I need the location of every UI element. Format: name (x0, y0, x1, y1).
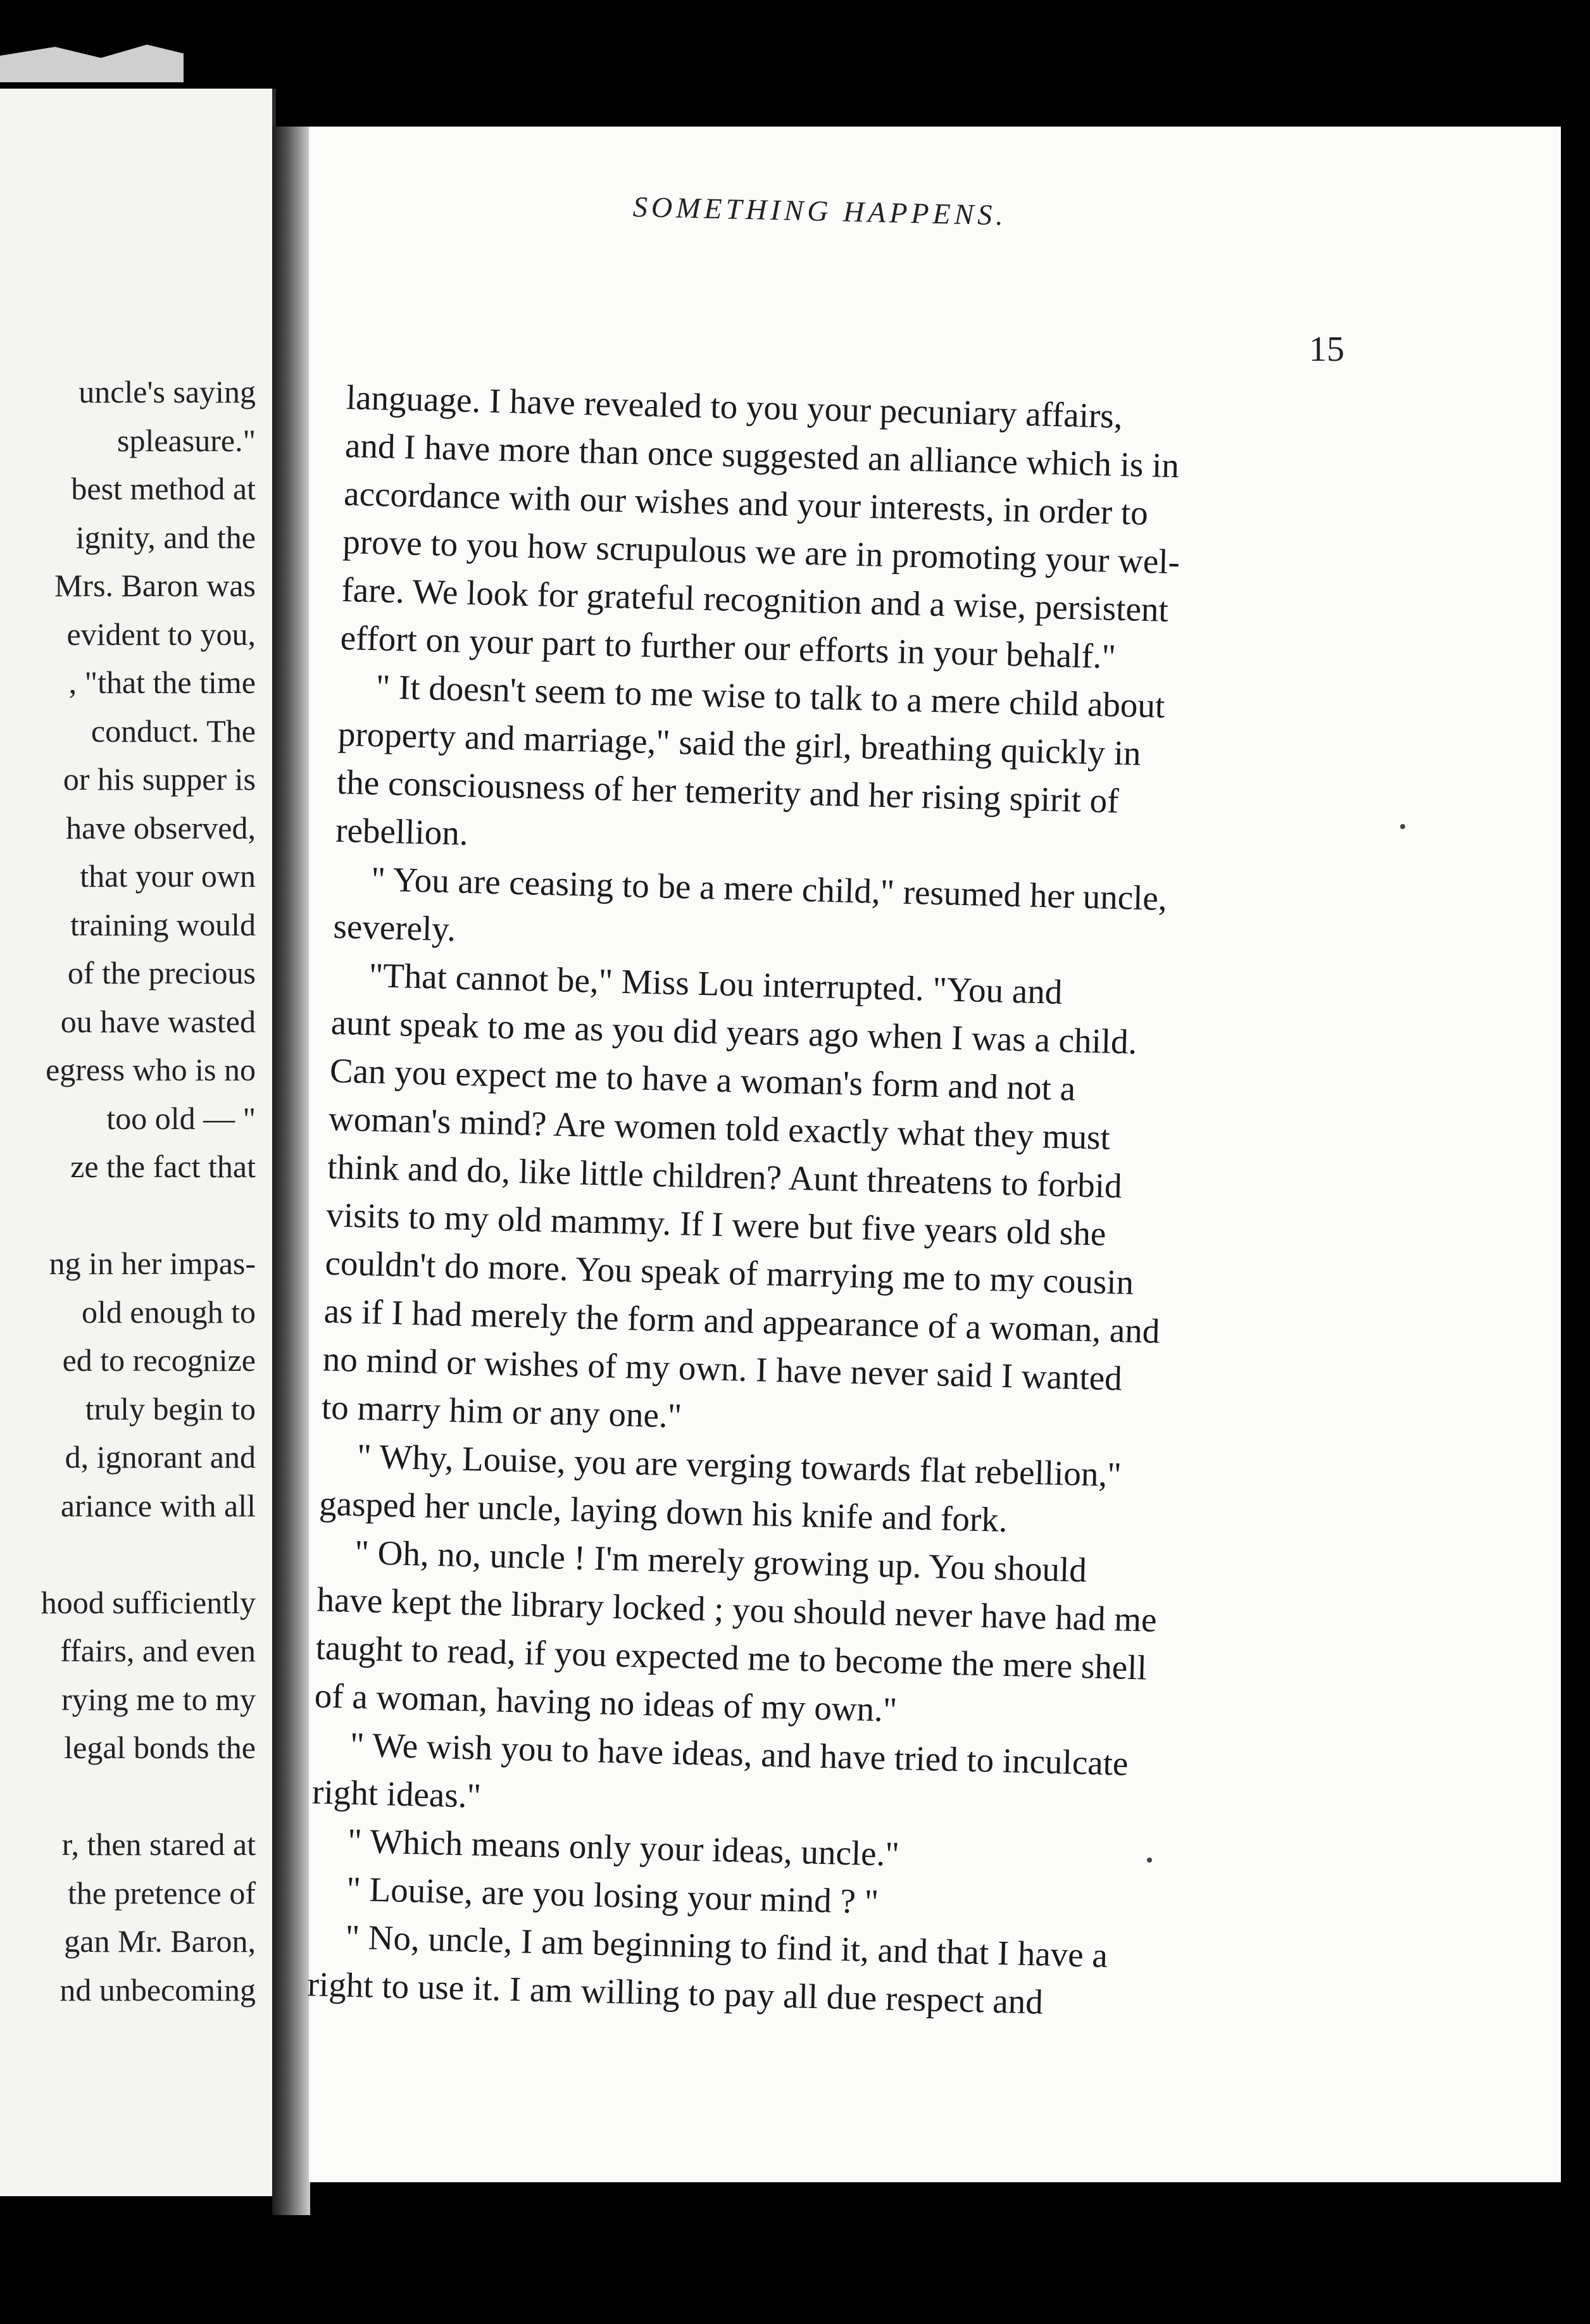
text-line: the consciousness of her temerity and her rising spirit of (336, 762, 1120, 820)
left-page-line: have observed, (66, 809, 256, 846)
book-gutter (272, 127, 310, 2215)
left-page-line: ffairs, and even (60, 1633, 256, 1668)
left-page-line: evident to you, (66, 616, 256, 652)
left-page-line: ignity, and the (75, 519, 256, 555)
left-page-line: conduct. The (91, 713, 256, 749)
left-page-line: Mrs. Baron was (54, 568, 256, 603)
text-line: woman's mind? Are women told exactly what they must (328, 1099, 1111, 1157)
text-line: property and marriage," said the girl, breathing quickly in (337, 714, 1142, 773)
torn-paper-edge (0, 38, 184, 82)
text-line: rebellion. (335, 810, 469, 853)
left-page-line: ng in her impas- (49, 1246, 256, 1281)
left-page-line: , "that the time (68, 665, 256, 700)
left-page-line: old enough to (82, 1294, 256, 1330)
left-page (0, 89, 276, 2196)
text-line: accordance with our wishes and your interests, in order to (343, 473, 1149, 532)
text-line: couldn't do more. You speak of marrying me to my cousin (324, 1243, 1134, 1302)
left-page-line: ariance with all (60, 1487, 256, 1523)
left-page-line: ze the fact that (70, 1149, 256, 1184)
left-page-line: hood sufficiently (41, 1584, 256, 1620)
text-line: no mind or wishes of my own. I have never said I wanted (322, 1339, 1123, 1398)
text-line: aunt speak to me as you did years ago when I was a child. (330, 1003, 1138, 1061)
text-line: right ideas." (311, 1772, 482, 1815)
left-page-line: rying me to my (61, 1681, 256, 1717)
page-number: 15 (1309, 330, 1344, 369)
text-line: gasped her uncle, laying down his knife and fork. (318, 1484, 1008, 1540)
text-line: " Why, Louise, you are verging towards flat rebellion," (356, 1436, 1122, 1494)
text-line: " It doesn't seem to me wise to talk to a mere child about (375, 667, 1165, 725)
left-page-line: uncle's saying (78, 374, 256, 409)
text-line: right to use it. I am willing to pay all due respect and (307, 1965, 1044, 2021)
left-page-line: too old — " (106, 1100, 256, 1136)
left-page-line: or his supper is (63, 761, 256, 797)
left-page-line: gan Mr. Baron, (64, 1923, 256, 1959)
text-line: of a woman, having no ideas of my own." (314, 1676, 898, 1729)
text-line: effort on your part to further our efforts in your behalf." (340, 618, 1117, 676)
left-page-line: the pretence of (67, 1875, 256, 1911)
text-line: " You are ceasing to be a mere child," resumed her uncle, (370, 859, 1168, 918)
left-page-line: that your own (80, 858, 256, 894)
left-page-line: d, ignorant and (65, 1439, 256, 1475)
left-page-line: legal bonds the (64, 1730, 256, 1765)
text-line: visits to my old mammy. If I were but five years old she (325, 1195, 1107, 1253)
text-line: Can you expect me to have a woman's form and not a (329, 1051, 1076, 1108)
text-line: as if I had merely the form and appearance of a woman, and (323, 1291, 1161, 1351)
left-page-line: nd unbecoming (59, 1971, 256, 2008)
page-body-text (307, 373, 1347, 2033)
text-line: think and do, like little children? Aunt threatens to forbid (327, 1147, 1123, 1206)
text-line: " Louise, are you losing your mind ? " (346, 1869, 879, 1921)
text-line: have kept the library locked ; you should never have had me (316, 1580, 1158, 1639)
running-header: SOMETHING HAPPENS. (632, 191, 1008, 232)
text-line: fare. We look for grateful recognition and a wise, persistent (341, 570, 1169, 629)
left-page-line: training would (70, 906, 256, 942)
text-line: and I have more than once suggested an alliance which is in (344, 425, 1180, 485)
left-page-line: ed to recognize (62, 1342, 256, 1378)
left-page-line: r, then stared at (61, 1827, 256, 1862)
text-line: "That cannot be," Miss Lou interrupted. "You and (368, 956, 1063, 1011)
text-line: taught to read, if you expected me to become the mere shell (315, 1628, 1148, 1687)
left-page-line: ou have wasted (60, 1003, 256, 1039)
text-line: " No, uncle, I am beginning to find it, and that I have a (344, 1917, 1108, 1975)
left-page-line: egress who is no (46, 1052, 256, 1087)
ink-speck (1147, 1858, 1152, 1863)
text-line: language. I have revealed to you your pecuniary affairs, (346, 377, 1124, 435)
left-page-line: spleasure." (117, 422, 256, 458)
left-page-line: best method at (71, 471, 256, 506)
text-line: severely. (332, 906, 456, 949)
text-line: " Oh, no, uncle ! I'm merely growing up. You should (354, 1532, 1087, 1590)
left-page-line: of the precious (67, 955, 256, 990)
text-line: to marry him or any one." (321, 1387, 682, 1435)
left-page-line: truly begin to (85, 1390, 256, 1427)
ink-speck (1400, 824, 1405, 829)
text-line: prove to you how scrupulous we are in promoting your wel- (342, 522, 1180, 582)
text-line: " Which means only your ideas, uncle." (347, 1821, 900, 1874)
text-line: " We wish you to have ideas, and have tried to inculcate (349, 1725, 1129, 1783)
